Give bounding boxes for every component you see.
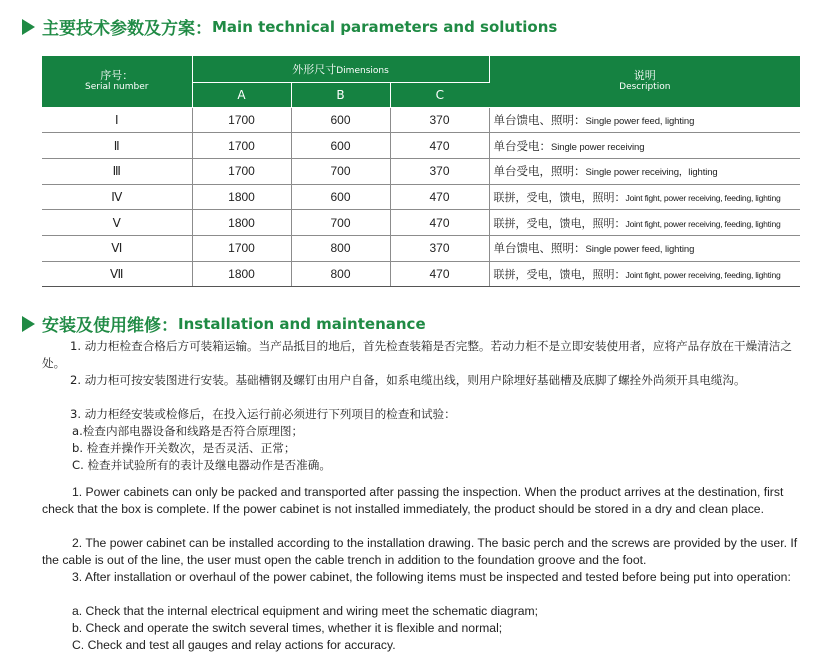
cell-c: 470 [390,133,489,159]
cn-paragraph-1: 1. 动力柜检查合格后方可装箱运输。当产品抵目的地后，首先检查装箱是否完整。若动力柜不是立即安装使用者，应将产品存放在干燥清洁之处。 [42,339,792,370]
cell-description [489,158,800,184]
description-en: Single power feed, lighting [585,244,695,256]
cell-description [489,210,800,236]
header-serial [42,56,192,107]
en-item-b: b. Check and operate the switch several times, whether it is flexible and normal; [72,621,503,635]
en-paragraph-2: 2. The power cabinet can be installed according to the installation drawing. The basic perch and the screws are provided by the user. If the cable is out of the line, the user must open the cable trench in addition to the foundation groove and the foot. [42,536,798,568]
header-col-c: C [390,82,489,107]
cell-a: 1700 [192,133,291,159]
cell-b: 700 [291,158,390,184]
cell-a: 1800 [192,210,291,236]
header-description-en: Description [619,82,671,93]
cell-a: 1700 [192,235,291,261]
en-paragraph-3: 3. After installation or overhaul of the power cabinet, the following items must be inspected and tested before being put into operation: [72,570,791,584]
header-description [489,56,800,107]
section-heading-technical-parameters [22,14,557,39]
cell-b: 800 [291,261,390,287]
cn-item-a: a.检查内部电器设备和线路是否符合原理图； [72,424,304,438]
cell-c: 470 [390,210,489,236]
table-row [42,235,800,261]
description-cn: 单台受电，照明： [493,166,586,179]
header-dimensions-en: Dimensions [336,65,389,76]
cell-c: 470 [390,261,489,287]
header-serial-cn: 序号： [100,69,134,83]
cell-b: 600 [291,184,390,210]
header-col-b: B [291,82,390,107]
cell-c: 370 [390,107,489,133]
description-en: Single power receiving [551,141,645,153]
en-item-c: C. Check and test all gauges and relay actions for accuracy. [72,638,396,652]
table-row [42,107,800,133]
table-row [42,184,800,210]
section-title-cn: 主要技术参数及方案： [42,19,212,39]
cell-a: 1700 [192,107,291,133]
cn-item-b: b. 检查并操作开关数次，是否灵活、正常； [72,441,296,455]
cell-c: 370 [390,158,489,184]
cell-b: 700 [291,210,390,236]
cn-paragraph-2: 2. 动力柜可按安装图进行安装。基础槽钢及螺钉由用户自备，如系电缆出线，则用户除埋好基础槽及底脚了螺拴外尚须开具电缆沟。 [70,373,746,387]
cell-a: 1800 [192,184,291,210]
description-cn: 联拼，受电，馈电，照明： [493,191,626,204]
cell-description [489,107,800,133]
table-row [42,133,800,159]
cell-b: 800 [291,235,390,261]
cell-serial: Ⅶ [42,261,192,287]
cell-b: 600 [291,107,390,133]
header-description-cn: 说明 [633,69,656,83]
cell-c: 470 [390,184,489,210]
cell-description [489,133,800,159]
table-row [42,261,800,287]
en-item-a: a. Check that the internal electrical equipment and wiring meet the schematic diagram; [72,604,539,618]
description-cn: 单台受电： [493,140,552,153]
description-cn: 联拼，受电，馈电，照明： [493,217,626,230]
description-cn: 单台馈电、照明： [493,243,586,256]
description-cn: 联拼，受电，馈电，照明： [493,268,626,281]
cn-item-c: C. 检查并试验所有的表计及继电器动作是否准确。 [72,458,331,472]
header-dimensions [192,56,489,82]
description-en: Joint fight, power receiving, feeding, lighting [625,192,781,203]
cell-serial: Ⅳ [42,184,192,210]
cell-c: 370 [390,235,489,261]
parameters-table [42,56,800,287]
triangle-bullet-icon [22,316,35,332]
cell-description [489,184,800,210]
triangle-bullet-icon [22,19,35,35]
description-en: Single power feed, lighting [585,115,695,127]
header-dimensions-cn: 外形尺寸 [292,62,337,76]
cell-description [489,235,800,261]
description-en: Joint fight, power receiving, feeding, lighting [625,269,781,280]
header-col-a: A [192,82,291,107]
cell-a: 1700 [192,158,291,184]
cn-paragraph-3: 3. 动力柜经安装或检修后，在投入运行前必须进行下列项目的检查和试验： [70,407,456,421]
cell-description [489,261,800,287]
section-heading-installation [22,311,426,336]
description-cn: 单台馈电、照明： [493,114,586,127]
header-serial-en: Serial number [85,82,149,93]
description-en: Joint fight, power receiving, feeding, lighting [625,218,781,229]
description-en: Single power receiving，lighting [585,167,718,179]
section-title-en: Installation and maintenance [178,314,426,333]
table-row [42,158,800,184]
table-row [42,210,800,236]
section-title-en: Main technical parameters and solutions [212,17,558,36]
cell-serial: Ⅴ [42,210,192,236]
cell-b: 600 [291,133,390,159]
cell-serial: Ⅵ [42,235,192,261]
section-title-cn: 安装及使用维修： [42,316,178,336]
cell-serial: Ⅱ [42,133,192,159]
cell-a: 1800 [192,261,291,287]
cell-serial: Ⅲ [42,158,192,184]
cell-serial: Ⅰ [42,107,192,133]
en-paragraph-1: 1. Power cabinets can only be packed and transported after passing the inspection. When the product arrives at the destination, first check that the box is complete. If the power cabinet is not installed immediately, the product should be stored in a dry and clean place. [42,485,784,517]
